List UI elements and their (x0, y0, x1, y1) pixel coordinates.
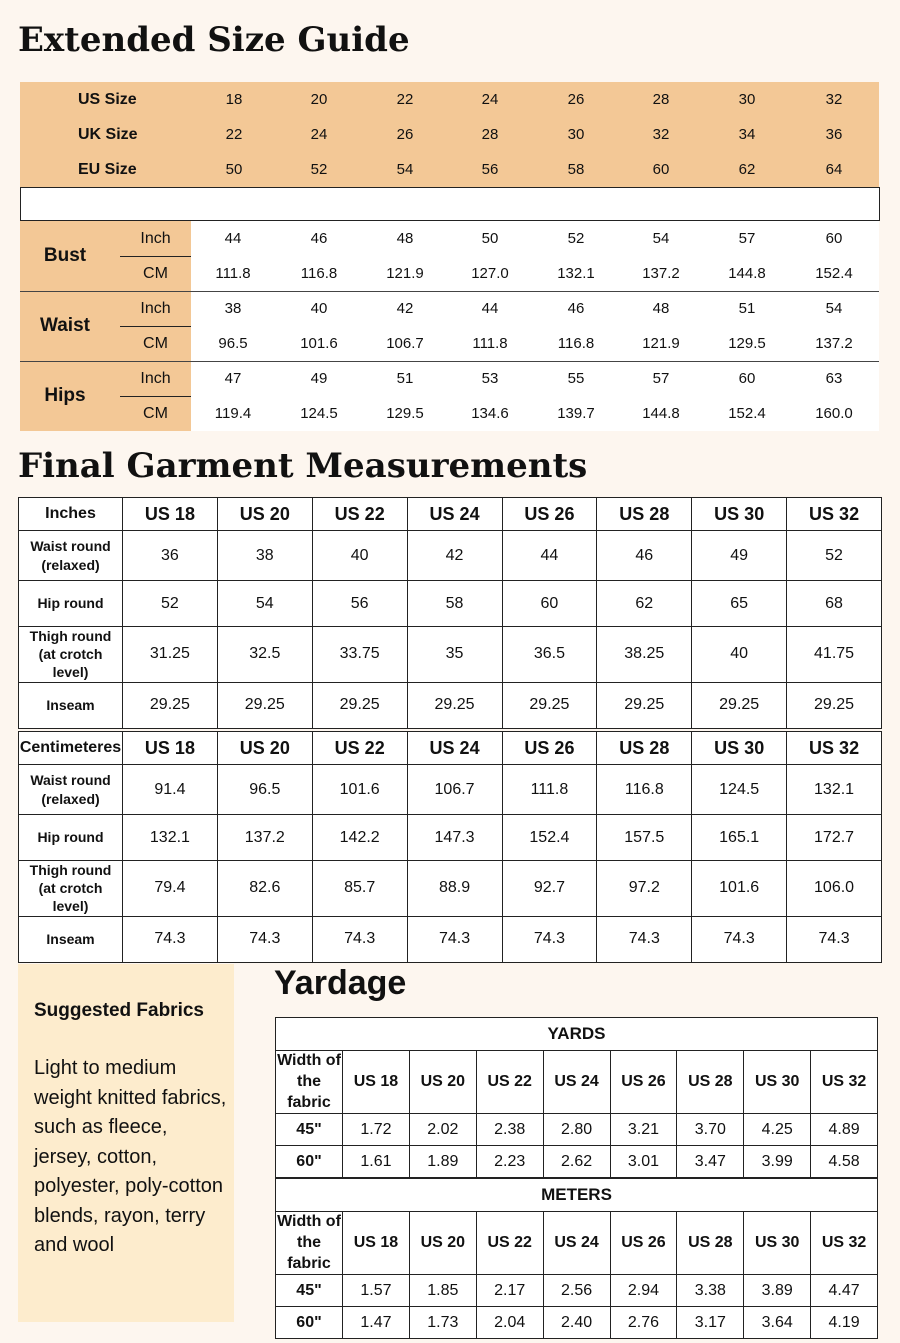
size-header: US 22 (476, 1212, 543, 1275)
row-label-line1: Inseam (46, 696, 95, 713)
size-header: US 28 (597, 498, 692, 531)
value-cell: 132.1 (123, 815, 218, 861)
size-cell: 24 (310, 126, 328, 143)
value-cell: 74.3 (692, 916, 787, 962)
suggested-fabrics-text: Light to medium weight knitted fabrics, such as fleece, jersey, cotton, polyester, poly-cotton blends, rayon, terry and wool (34, 1057, 227, 1256)
final-garment-title: Final Garment Measurements (18, 446, 588, 486)
inch-value: 54 (652, 230, 670, 247)
yardage-value: 1.57 (343, 1275, 410, 1307)
row-label-line1: Thigh round (29, 628, 112, 644)
value-cell: 36 (123, 531, 218, 581)
value-cell: 31.25 (123, 627, 218, 683)
yardage-value: 1.47 (343, 1307, 410, 1339)
size-header: US 30 (692, 732, 787, 765)
value-cell: 38 (217, 531, 312, 581)
cm-value: 121.9 (386, 265, 424, 282)
inch-value: 49 (310, 370, 328, 387)
cm-value: 127.0 (471, 265, 509, 282)
value-cell: 111.8 (502, 765, 597, 815)
size-cell: 24 (481, 91, 499, 108)
size-header: US 32 (811, 1051, 878, 1114)
size-row (20, 152, 879, 187)
row-label-line2: (relaxed) (41, 556, 100, 573)
size-header: US 26 (610, 1212, 677, 1275)
body-values-block (191, 291, 879, 361)
cm-value: 137.2 (642, 265, 680, 282)
size-header: US 26 (502, 498, 597, 531)
value-cell: 97.2 (597, 861, 692, 917)
inch-value: 54 (825, 300, 843, 317)
value-cell: 74.3 (502, 916, 597, 962)
yardage-value: 2.76 (610, 1307, 677, 1339)
value-cell: 58 (407, 581, 502, 627)
size-cell: 62 (738, 161, 756, 178)
size-header: US 28 (677, 1212, 744, 1275)
row-label-line1: Waist round (30, 772, 111, 789)
value-cell: 106.0 (787, 861, 882, 917)
cm-value: 129.5 (728, 335, 766, 352)
size-cell: 26 (396, 126, 414, 143)
value-cell: 65 (692, 581, 787, 627)
cm-value: 116.8 (300, 265, 338, 282)
size-header: US 22 (312, 498, 407, 531)
size-cell: 52 (310, 161, 328, 178)
yardage-value: 3.70 (677, 1114, 744, 1146)
cm-value: 152.4 (815, 265, 853, 282)
size-header: US 18 (123, 498, 218, 531)
yardage-value: 2.04 (476, 1307, 543, 1339)
row-label (19, 916, 123, 962)
value-cell: 165.1 (692, 815, 787, 861)
value-cell: 74.3 (597, 916, 692, 962)
size-header: US 22 (476, 1051, 543, 1114)
cm-value: 116.8 (557, 335, 595, 352)
size-header: US 20 (409, 1051, 476, 1114)
size-header: US 24 (543, 1051, 610, 1114)
yardage-value: 1.72 (343, 1114, 410, 1146)
yardage-value: 1.89 (409, 1146, 476, 1178)
size-guide-title: Extended Size Guide (18, 20, 410, 60)
yardage-value: 1.73 (409, 1307, 476, 1339)
yardage-value: 3.47 (677, 1146, 744, 1178)
yardage-value: 2.38 (476, 1114, 543, 1146)
size-header: US 24 (543, 1212, 610, 1275)
yardage-value: 1.85 (409, 1275, 476, 1307)
table-row (19, 682, 882, 728)
value-cell: 29.25 (407, 682, 502, 728)
caption-row (276, 1018, 878, 1051)
size-row (20, 82, 879, 117)
size-header: US 28 (677, 1051, 744, 1114)
value-cell: 101.6 (692, 861, 787, 917)
size-header: US 20 (409, 1212, 476, 1275)
cm-value: 124.5 (300, 405, 338, 422)
size-cell: 18 (225, 91, 243, 108)
unit-divider (120, 396, 191, 397)
suggested-fabrics-title: Suggested Fabrics (34, 1000, 204, 1021)
cm-value: 132.1 (557, 265, 595, 282)
yardage-value: 3.99 (744, 1146, 811, 1178)
value-cell: 56 (312, 581, 407, 627)
spacer-row (20, 187, 880, 221)
value-cell: 40 (312, 531, 407, 581)
cm-value: 129.5 (386, 405, 424, 422)
value-cell: 44 (502, 531, 597, 581)
body-values-block (191, 221, 879, 291)
width-label-line2: the fabric (287, 1072, 331, 1111)
value-cell: 85.7 (312, 861, 407, 917)
yardage-value: 4.58 (811, 1146, 878, 1178)
table-row (19, 581, 882, 627)
value-cell: 88.9 (407, 861, 502, 917)
value-cell: 74.3 (787, 916, 882, 962)
cm-value: 111.8 (215, 265, 251, 282)
value-cell: 91.4 (123, 765, 218, 815)
cm-value: 144.8 (728, 265, 766, 282)
table-header-row (19, 732, 882, 765)
yardage-value: 2.02 (409, 1114, 476, 1146)
value-cell: 29.25 (692, 682, 787, 728)
body-part-label-cell (20, 361, 191, 431)
size-header: US 28 (597, 732, 692, 765)
inch-value: 50 (481, 230, 499, 247)
size-cell: 22 (225, 126, 243, 143)
value-cell: 46 (597, 531, 692, 581)
cm-value: 101.6 (300, 335, 338, 352)
inch-value: 44 (224, 230, 242, 247)
size-cell: 32 (652, 126, 670, 143)
cm-value: 119.4 (214, 405, 252, 422)
value-cell: 36.5 (502, 627, 597, 683)
cm-value: 152.4 (728, 405, 766, 422)
cm-value: 121.9 (642, 335, 680, 352)
cm-value: 144.8 (642, 405, 680, 422)
value-cell: 172.7 (787, 815, 882, 861)
value-cell: 142.2 (312, 815, 407, 861)
inch-value: 57 (652, 370, 670, 387)
size-cell: 22 (396, 91, 414, 108)
value-cell: 101.6 (312, 765, 407, 815)
size-cell: 36 (825, 126, 843, 143)
size-header: US 26 (502, 732, 597, 765)
size-row-label: EU Size (78, 161, 137, 178)
unit-inch-label: Inch (140, 370, 171, 387)
value-cell: 54 (217, 581, 312, 627)
yardage-value: 4.89 (811, 1114, 878, 1146)
row-label (19, 861, 123, 917)
size-cell: 20 (310, 91, 328, 108)
fabric-width: 60" (276, 1146, 343, 1178)
fabric-width: 45" (276, 1275, 343, 1307)
size-header: US 32 (787, 732, 882, 765)
value-cell: 137.2 (217, 815, 312, 861)
inch-value: 60 (825, 230, 843, 247)
row-separator (20, 291, 879, 292)
row-label-line2: (at crotch level) (38, 880, 103, 915)
width-label-line1: Width of (277, 1052, 341, 1069)
yardage-value: 2.17 (476, 1275, 543, 1307)
value-cell: 60 (502, 581, 597, 627)
final-garment-inches-table (18, 497, 882, 729)
cm-value: 139.7 (557, 405, 595, 422)
table-caption: METERS (276, 1179, 878, 1212)
width-label-line2: the fabric (287, 1233, 331, 1272)
value-cell: 152.4 (502, 815, 597, 861)
table-row (19, 627, 882, 683)
table-row (276, 1114, 878, 1146)
inch-value: 48 (396, 230, 414, 247)
inch-value: 46 (310, 230, 328, 247)
yardage-value: 4.19 (811, 1307, 878, 1339)
unit-cm-label: CM (143, 265, 168, 282)
cm-value: 137.2 (815, 335, 853, 352)
table-header-row (276, 1212, 878, 1275)
yardage-value: 2.23 (476, 1146, 543, 1178)
cm-value: 111.8 (472, 335, 508, 352)
size-cell: 34 (738, 126, 756, 143)
value-cell: 147.3 (407, 815, 502, 861)
size-header: US 30 (744, 1051, 811, 1114)
size-header: US 20 (217, 732, 312, 765)
value-cell: 32.5 (217, 627, 312, 683)
size-header: US 30 (692, 498, 787, 531)
row-label-line2: (relaxed) (41, 790, 100, 807)
value-cell: 74.3 (123, 916, 218, 962)
yardage-value: 3.38 (677, 1275, 744, 1307)
cm-value: 106.7 (386, 335, 424, 352)
size-header: US 18 (343, 1051, 410, 1114)
yardage-value: 3.21 (610, 1114, 677, 1146)
size-conversion-header (20, 82, 879, 187)
size-cell: 58 (567, 161, 585, 178)
size-header: US 24 (407, 498, 502, 531)
value-cell: 116.8 (597, 765, 692, 815)
value-cell: 38.25 (597, 627, 692, 683)
body-part-name: Hips (44, 385, 86, 406)
cm-value: 96.5 (218, 335, 248, 352)
table-row (276, 1275, 878, 1307)
size-cell: 28 (652, 91, 670, 108)
inch-value: 42 (396, 300, 414, 317)
table-row (19, 861, 882, 917)
table-caption: YARDS (276, 1018, 878, 1051)
yardage-value: 2.80 (543, 1114, 610, 1146)
value-cell: 29.25 (312, 682, 407, 728)
inch-value: 55 (567, 370, 585, 387)
final-garment-cm-table (18, 731, 882, 963)
table-row (276, 1307, 878, 1339)
value-cell: 41.75 (787, 627, 882, 683)
value-cell: 124.5 (692, 765, 787, 815)
size-cell: 56 (481, 161, 499, 178)
yardage-value: 3.64 (744, 1307, 811, 1339)
body-part-label-cell (20, 221, 191, 291)
value-cell: 106.7 (407, 765, 502, 815)
value-cell: 40 (692, 627, 787, 683)
value-cell: 79.4 (123, 861, 218, 917)
value-cell: 157.5 (597, 815, 692, 861)
inch-value: 48 (652, 300, 670, 317)
value-cell: 49 (692, 531, 787, 581)
value-cell: 33.75 (312, 627, 407, 683)
fabric-width: 45" (276, 1114, 343, 1146)
value-cell: 132.1 (787, 765, 882, 815)
row-label (19, 765, 123, 815)
row-label-line1: Hip round (37, 829, 104, 846)
value-cell: 92.7 (502, 861, 597, 917)
table-row (19, 765, 882, 815)
size-cell: 26 (567, 91, 585, 108)
inch-value: 47 (224, 370, 242, 387)
size-header: US 18 (343, 1212, 410, 1275)
yardage-title: Yardage (274, 964, 407, 1002)
body-part-label-cell (20, 291, 191, 361)
size-header: US 18 (123, 732, 218, 765)
unit-header: Centimeteres (19, 732, 123, 765)
table-row (19, 815, 882, 861)
unit-cm-label: CM (143, 335, 168, 352)
row-label-line1: Inseam (46, 930, 95, 947)
value-cell: 29.25 (502, 682, 597, 728)
inch-value: 38 (224, 300, 242, 317)
inch-value: 51 (738, 300, 756, 317)
size-cell: 30 (567, 126, 585, 143)
inch-value: 52 (567, 230, 585, 247)
inch-value: 60 (738, 370, 756, 387)
value-cell: 29.25 (597, 682, 692, 728)
yardage-value: 2.62 (543, 1146, 610, 1178)
inch-value: 44 (481, 300, 499, 317)
yardage-value: 3.89 (744, 1275, 811, 1307)
size-header: US 22 (312, 732, 407, 765)
value-cell: 35 (407, 627, 502, 683)
unit-inch-label: Inch (140, 230, 171, 247)
unit-inch-label: Inch (140, 300, 171, 317)
fabric-width: 60" (276, 1307, 343, 1339)
table-row (19, 531, 882, 581)
value-cell: 82.6 (217, 861, 312, 917)
yardage-value: 4.25 (744, 1114, 811, 1146)
row-label (19, 815, 123, 861)
size-cell: 28 (481, 126, 499, 143)
table-row (19, 916, 882, 962)
cm-value: 134.6 (471, 405, 509, 422)
row-label (19, 581, 123, 627)
value-cell: 52 (123, 581, 218, 627)
caption-row (276, 1179, 878, 1212)
value-cell: 29.25 (123, 682, 218, 728)
value-cell: 74.3 (407, 916, 502, 962)
size-cell: 50 (225, 161, 243, 178)
yardage-value: 2.94 (610, 1275, 677, 1307)
unit-header: Inches (19, 498, 123, 531)
inch-value: 51 (396, 370, 414, 387)
size-row (20, 117, 879, 152)
value-cell: 68 (787, 581, 882, 627)
size-header: US 20 (217, 498, 312, 531)
value-cell: 52 (787, 531, 882, 581)
size-header: US 30 (744, 1212, 811, 1275)
row-separator (20, 361, 879, 362)
yardage-value: 4.47 (811, 1275, 878, 1307)
row-label-line1: Thigh round (29, 862, 112, 878)
unit-divider (120, 326, 191, 327)
value-cell: 96.5 (217, 765, 312, 815)
row-label-line1: Hip round (37, 595, 104, 612)
yardage-value: 3.17 (677, 1307, 744, 1339)
row-label (19, 682, 123, 728)
inch-value: 46 (567, 300, 585, 317)
width-label (276, 1212, 343, 1275)
size-cell: 60 (652, 161, 670, 178)
row-label-line2: (at crotch level) (38, 646, 103, 681)
yardage-yards-table (275, 1017, 878, 1178)
value-cell: 29.25 (217, 682, 312, 728)
inch-value: 57 (738, 230, 756, 247)
size-header: US 32 (811, 1212, 878, 1275)
table-row (276, 1146, 878, 1178)
yardage-meters-table (275, 1178, 878, 1339)
yardage-value: 1.61 (343, 1146, 410, 1178)
value-cell: 74.3 (312, 916, 407, 962)
size-row-label: UK Size (78, 126, 138, 143)
inch-value: 63 (825, 370, 843, 387)
size-cell: 32 (825, 91, 843, 108)
row-label (19, 627, 123, 683)
value-cell: 42 (407, 531, 502, 581)
size-cell: 64 (825, 161, 843, 178)
unit-cm-label: CM (143, 405, 168, 422)
width-label (276, 1051, 343, 1114)
size-cell: 30 (738, 91, 756, 108)
yardage-value: 2.56 (543, 1275, 610, 1307)
size-row-label: US Size (78, 91, 137, 108)
value-cell: 74.3 (217, 916, 312, 962)
row-label (19, 531, 123, 581)
size-header: US 32 (787, 498, 882, 531)
size-header: US 24 (407, 732, 502, 765)
body-part-name: Bust (43, 245, 87, 266)
body-part-name: Waist (40, 315, 90, 336)
body-values-block (191, 361, 879, 431)
width-label-line1: Width of (277, 1213, 341, 1230)
inch-value: 40 (310, 300, 328, 317)
size-header: US 26 (610, 1051, 677, 1114)
yardage-value: 2.40 (543, 1307, 610, 1339)
unit-divider (120, 256, 191, 257)
suggested-fabrics-panel (18, 964, 234, 1322)
row-label-line1: Waist round (30, 538, 111, 555)
inch-value: 53 (481, 370, 499, 387)
table-header-row (19, 498, 882, 531)
cm-value: 160.0 (815, 405, 853, 422)
body-measurements-table (20, 221, 879, 431)
value-cell: 62 (597, 581, 692, 627)
size-cell: 54 (396, 161, 414, 178)
yardage-value: 3.01 (610, 1146, 677, 1178)
value-cell: 29.25 (787, 682, 882, 728)
table-header-row (276, 1051, 878, 1114)
